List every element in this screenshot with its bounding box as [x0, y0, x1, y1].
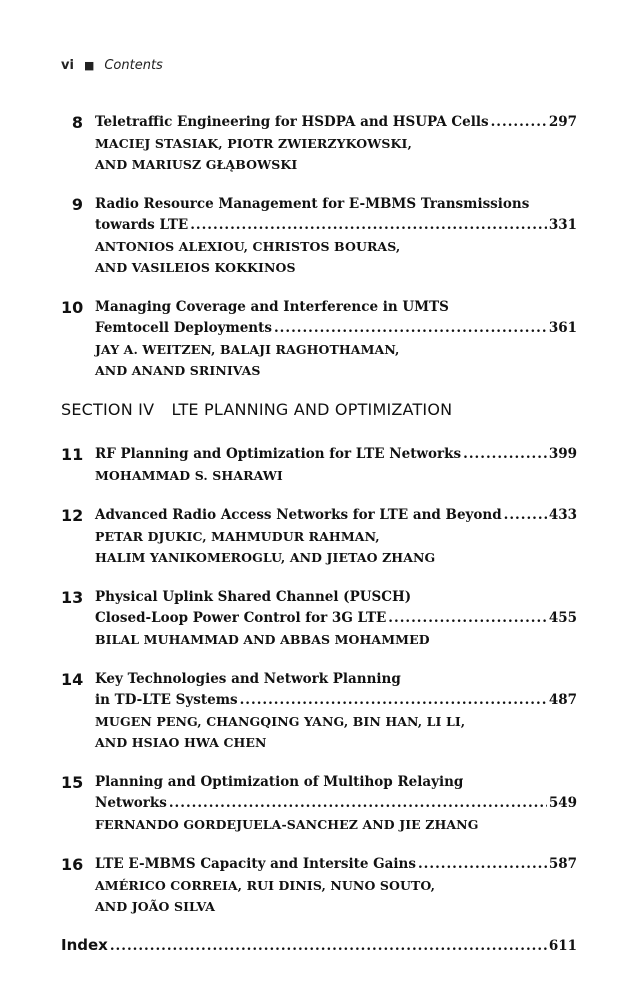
- index-page-number: 611: [548, 938, 577, 954]
- author-line: AND JOÃO SILVA: [95, 899, 216, 914]
- chapter-title-leader-line: [95, 608, 577, 629]
- chapter-title-line: Networks: [95, 795, 167, 811]
- author-line: FERNANDO GORDEJUELA-SANCHEZ AND JIE ZHANG: [95, 817, 479, 832]
- page-number: 549: [548, 795, 577, 811]
- toc-entry[interactable]: [61, 112, 577, 175]
- section-label: SECTION IV: [61, 400, 155, 419]
- toc-entry[interactable]: [61, 669, 577, 753]
- chapter-title-leader-line: [95, 690, 577, 711]
- toc-entry[interactable]: [61, 772, 577, 835]
- toc-entry[interactable]: [61, 854, 577, 917]
- chapter-title-line: Femtocell Deployments: [95, 320, 272, 336]
- entry-body: [95, 587, 577, 650]
- chapter-title-leader-line: [95, 318, 577, 339]
- dot-leader: [463, 444, 547, 465]
- author-line: AMÉRICO CORREIA, RUI DINIS, NUNO SOUTO,: [95, 878, 436, 893]
- chapter-title-leader-line: [95, 215, 577, 236]
- toc-entry[interactable]: [61, 505, 577, 568]
- chapter-title-line: towards LTE: [95, 217, 189, 233]
- dot-leader: [110, 938, 547, 954]
- running-head-section: Contents: [104, 58, 163, 73]
- square-separator-icon: ■: [83, 59, 95, 72]
- toc-entries-group-a: [61, 112, 577, 381]
- page-number: 399: [548, 446, 577, 462]
- chapter-number: 11: [61, 445, 84, 464]
- dot-leader: [504, 505, 547, 526]
- chapter-title-line: Radio Resource Management for E-MBMS Transmissions: [95, 196, 530, 212]
- dot-leader: [169, 793, 547, 814]
- page-number: 433: [548, 507, 577, 523]
- chapter-number: 16: [61, 855, 84, 874]
- chapter-title-line: Physical Uplink Shared Channel (PUSCH): [95, 589, 412, 605]
- chapter-title-line: Teletraffic Engineering for HSDPA and HSUPA Cells: [95, 114, 489, 130]
- chapter-title-leader-line: [95, 112, 577, 133]
- page-number: 455: [548, 610, 577, 626]
- chapter-title-line: Advanced Radio Access Networks for LTE and Beyond: [95, 507, 502, 523]
- entry-body: [95, 772, 577, 835]
- chapter-title-line: Key Technologies and Network Planning: [95, 671, 401, 687]
- author-line: BILAL MUHAMMAD AND ABBAS MOHAMMED: [95, 632, 430, 647]
- chapter-number: 13: [61, 588, 84, 607]
- chapter-title-leader-line: [95, 505, 577, 526]
- page-number: 487: [548, 692, 577, 708]
- author-line: AND HSIAO HWA CHEN: [95, 735, 267, 750]
- author-line: PETAR DJUKIC, MAHMUDUR RAHMAN,: [95, 529, 380, 544]
- table-of-contents: [61, 112, 577, 954]
- dot-leader: [491, 112, 547, 133]
- entry-body: [95, 854, 577, 917]
- entry-body: [95, 669, 577, 753]
- toc-entry[interactable]: [61, 297, 577, 381]
- author-line: HALIM YANIKOMEROGLU, AND JIETAO ZHANG: [95, 550, 436, 565]
- page-number: 587: [548, 856, 577, 872]
- chapter-number: 9: [71, 195, 83, 214]
- chapter-title-line: Closed-Loop Power Control for 3G LTE: [95, 610, 387, 626]
- chapter-title-line: in TD-LTE Systems: [95, 692, 238, 708]
- toc-entry[interactable]: [61, 444, 577, 486]
- entry-body: [95, 444, 577, 486]
- author-line: AND MARIUSZ GŁĄBOWSKI: [95, 157, 298, 172]
- author-line: AND ANAND SRINIVAS: [95, 363, 261, 378]
- chapter-number: 10: [61, 298, 84, 317]
- section-title: LTE PLANNING AND OPTIMIZATION: [171, 400, 453, 419]
- chapter-number: 15: [61, 773, 84, 792]
- running-head: [61, 58, 163, 73]
- chapter-title-leader-line: [95, 793, 577, 814]
- chapter-number: 12: [61, 506, 84, 525]
- chapter-number: 8: [71, 113, 83, 132]
- chapter-title-line: Managing Coverage and Interference in UMTS: [95, 299, 449, 315]
- chapter-title-line: Planning and Optimization of Multihop Relaying: [95, 774, 464, 790]
- author-line: MUGEN PENG, CHANGQING YANG, BIN HAN, LI LI,: [95, 714, 466, 729]
- page-folio: vi: [61, 58, 74, 73]
- dot-leader: [388, 608, 547, 629]
- toc-index-entry[interactable]: [61, 936, 577, 954]
- author-line: JAY A. WEITZEN, BALAJI RAGHOTHAMAN,: [95, 342, 400, 357]
- author-line: MACIEJ STASIAK, PIOTR ZWIERZYKOWSKI,: [95, 136, 412, 151]
- dot-leader: [240, 690, 547, 711]
- entry-body: [95, 297, 577, 381]
- page-number: 331: [548, 217, 577, 233]
- dot-leader: [190, 215, 547, 236]
- toc-entry[interactable]: [61, 194, 577, 278]
- chapter-title-line: LTE E-MBMS Capacity and Intersite Gains: [95, 856, 416, 872]
- chapter-title-leader-line: [95, 854, 577, 875]
- chapter-title-leader-line: [95, 444, 577, 465]
- index-label: Index: [61, 936, 108, 954]
- author-line: AND VASILEIOS KOKKINOS: [95, 260, 296, 275]
- page-number: 361: [548, 320, 577, 336]
- toc-entries-group-b: [61, 444, 577, 917]
- dot-leader: [418, 854, 547, 875]
- dot-leader: [274, 318, 547, 339]
- entry-body: [95, 505, 577, 568]
- page-number: 297: [548, 114, 577, 130]
- author-line: MOHAMMAD S. SHARAWI: [95, 468, 283, 483]
- entry-body: [95, 194, 577, 278]
- author-line: ANTONIOS ALEXIOU, CHRISTOS BOURAS,: [95, 239, 401, 254]
- chapter-number: 14: [61, 670, 84, 689]
- section-heading: [61, 400, 577, 419]
- toc-entry[interactable]: [61, 587, 577, 650]
- chapter-title-line: RF Planning and Optimization for LTE Networks: [95, 446, 462, 462]
- entry-body: [95, 112, 577, 175]
